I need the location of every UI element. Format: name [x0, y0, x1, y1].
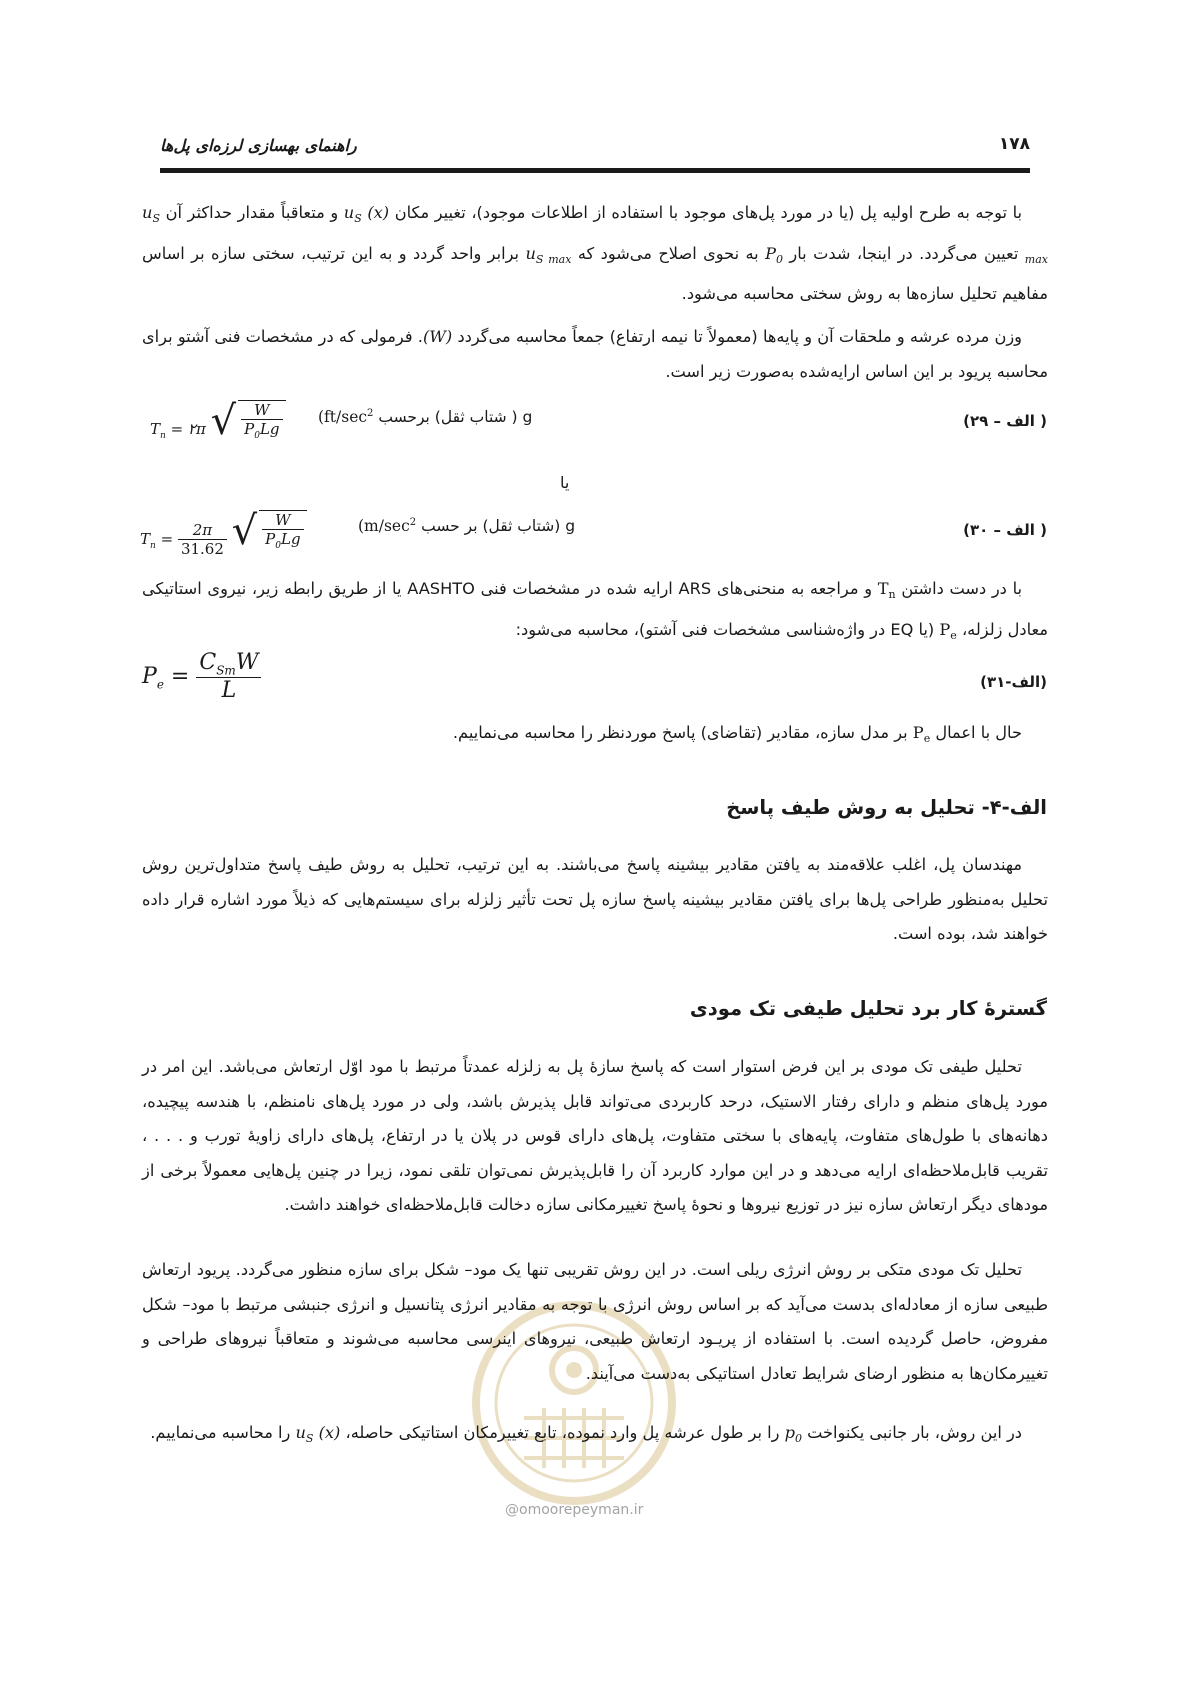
- math-us-max-2: $u_{S max}$: [525, 243, 572, 266]
- running-title: راهنمای بهسازی لرزه‌ای پل‌ها: [160, 136, 357, 155]
- paragraph-apply-force: حال با اعمال $P_e$ بر مدل سازه، مقادیر (تقاضای) پاسخ موردنظر را محاسبه می‌نماییم.: [452, 723, 1022, 746]
- math-p0-lower: $p_0$: [784, 1423, 802, 1446]
- paragraph-engineers: مهندسان پل، اغلب علاقه‌مند به یافتن مقادیر بیشینه پاسخ می‌باشند. به این ترتیب، تحلیل به روش طیف پاسخ متداول‌ترین روش تحلیل به‌منظور طراحی پل‌ها برای یافتن مقادیر بیشینه پاسخ سازه پل تحت تأثیر زلزله برای سیستم‌هایی که ذیلاً مورد اشاره قرار داده خواهند شد، بوده است.: [142, 855, 1048, 943]
- section-heading-single-mode: گسترهٔ کار برد تحلیل طیفی تک مودی: [689, 997, 1047, 1020]
- math-tn: $T_n$: [877, 579, 896, 602]
- math-us-x-2: $u_S$ (x): [295, 1423, 341, 1446]
- math-us-x: $u_S$ (x): [343, 203, 390, 226]
- equation-30-label: ( الف – ۳۰): [963, 521, 1047, 539]
- paragraph-single-mode-assumption: تحلیل طیفی تک مودی بر این فرض استوار است که پاسخ سازهٔ پل به زلزله عمدتاً مرتبط با مود اوّل ارتعاش می‌باشد. این امر در مورد پل‌های منظم و دارای رفتار الاستیک، درحد کاربردی می‌تواند قابل پذیرش باشد، ولی در مورد پل‌های نامنظم، با هندسه پیچیده، دهانه‌های با طول‌های متفاوت، پایه‌های با سختی متفاوت، پل‌های دارای قوس در پلان یا در ارتفاع، پل‌های دارای زاویهٔ تورب و . . . ، تقریب قابل‌ملاحظه‌ای ارایه می‌دهد و در این موارد کاربرد آن را قابل‌پذیرش نمی‌توان تلقی نمود، زیرا در چنین پل‌هایی معمولاً برخی از مودهای دیگر ارتعاش سازه نیز در توزیع نیروها و نحوهٔ پاسخ تغییرمکانی سازه دخالت قابل‌ملاحظه‌ای خواهند داشت.: [142, 1057, 1048, 1214]
- paragraph-displacement: با توجه به طرح اولیه پل (یا در مورد پل‌های موجود با استفاده از اطلاعات موجود)، تغییر مکان $u_S$ (x) و متعاقباً مقدار حداکثر آن $u_{S max}$ تعیین می‌گردد. در اینجا، شدت بار $P_0$ به نحوی اصلاح می‌شود که $u_{S max}$ برابر واحد گردد و به این ترتیب، سختی سازه بر اساس مفاهیم تحلیل سازه‌ها به روش سختی محاسبه می‌شود.: [142, 203, 1048, 304]
- equation-30: $T_n$ = $\frac{2\pi}{31.62}$ √ $\frac{W}{P_0Lg}$: [140, 510, 307, 558]
- watermark-text: @omoorepeyman.ir: [505, 1502, 644, 1518]
- equation-29: $T_n$ = ۲π √ $\frac{W}{P_0Lg}$: [150, 400, 286, 441]
- math-pe: $P_e$: [939, 619, 957, 642]
- equation-31-label: (الف-۳۱): [980, 673, 1047, 691]
- section-heading-response-spectrum: الف-۴- تحلیل به روش طیف پاسخ: [726, 796, 1047, 819]
- paragraph-uniform-load: در این روش، بار جانبی یکنواخت $p_0$ را بر طول عرشه پل وارد نموده، تابع تغییرمکان استاتیکی حاصله، $u_S$ (x) را محاسبه می‌نماییم.: [150, 1423, 1022, 1446]
- math-p0: $P_0$: [765, 243, 784, 266]
- page-number: ۱۷۸: [998, 134, 1030, 154]
- paragraph-rayleigh-method: تحلیل تک مودی متکی بر روش انرژی ریلی است. در این روش تقریبی تنها یک مود– شکل برای سازه منظور می‌گردد. پریود ارتعاش طبیعی سازه از معادله‌ای بدست می‌آید که بر اساس روش انرژی با توجه به مقادیر انرژی پتانسیل و انرژی جنبشی مرتبط با مود– شکل مفروض، حاصل گردیده است. با استفاده از پریـود ارتعاش طبیعی، نیروهای اینرسی محاسبه می‌شوند و متعاقباً نیروهای طراحی و تغییرمکان‌ها به منظور ارضای شرایط تعادل استاتیکی به‌دست می‌آیند.: [142, 1260, 1048, 1383]
- equation-29-label: ( الف – ۲۹): [963, 412, 1047, 430]
- equation-31: $P_e$ = $\frac{C_{Sm}W}{L}$: [142, 650, 261, 703]
- math-us-max: $u_{S max}$: [142, 203, 1048, 266]
- math-w: (W): [422, 327, 453, 346]
- paragraph-equivalent-force: با در دست داشتن $T_n$ و مراجعه به منحنی‌های ARS ارایه شده در مشخصات فنی AASHTO یا از طریق رابطه زیر، نیروی استاتیکی معادل زلزله، $P_e$ (یا EQ در واژه‌شناسی مشخصات فنی آشتو)، محاسبه می‌شود:: [142, 579, 1048, 642]
- paragraph-dead-weight: وزن مرده عرشه و ملحقات آن و پایه‌ها (معمولاً تا نیمه ارتفاع) جمعاً محاسبه می‌گردد (W). فرمولی که در مشخصات فنی آشتو برای محاسبه پریود بر این اساس ارایه‌شده به‌صورت زیر است.: [142, 327, 1048, 381]
- page-header: [160, 128, 1030, 168]
- math-pe-2: $P_e$: [912, 723, 931, 746]
- header-rule: [160, 168, 1030, 173]
- equation-29-note: g ( شتاب ثقل) برحسب ($ft/\sec^2$: [318, 408, 533, 427]
- or-text: یا: [560, 473, 570, 492]
- equation-30-note: g (شتاب ثقل) بر حسب ($m/\sec^2$: [358, 517, 576, 536]
